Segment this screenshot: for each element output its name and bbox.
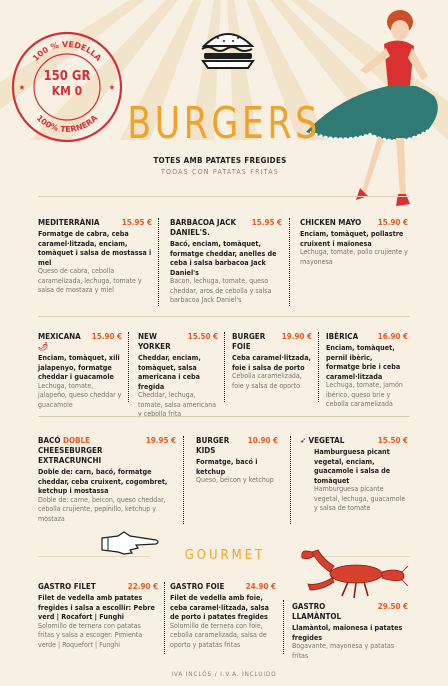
star-icon: ★ — [108, 83, 116, 92]
item-name: BURGER FOIE — [232, 332, 266, 351]
menu-item-gastro-llamantol — [292, 602, 408, 661]
item-price: 22.90 € — [127, 582, 158, 591]
item-description: Doble de: carn, bacó, formatge cheddar, ceba cruixent, cogombret, ketchup i mostassa — [38, 467, 168, 496]
dotted-divider — [164, 582, 165, 654]
item-description: Cheddar, enciam, tomàquet, salsa americana i ceba fregida — [138, 353, 201, 391]
menu-item-chicken-mayo — [300, 218, 408, 267]
item-name: BARBACOA JACK DANIEL'S. — [170, 218, 237, 237]
item-name: CHICKEN MAYO — [300, 218, 362, 227]
stamp-bottom-text: 100% TERNERA — [34, 113, 100, 135]
item-description: Formatge de cabra, ceba caramel·litzada, enciam, tomàquet i salsa de mostassa i mel — [38, 229, 152, 267]
item-description-es: Cheddar, lechuga, tomate, salsa americana y cebolla frita — [138, 391, 217, 419]
item-name: GASTRO FOIE — [170, 582, 225, 591]
menu-item-iberica — [326, 332, 408, 410]
item-price: 29.50 € — [377, 602, 408, 611]
item-name: BURGER KIDS — [196, 436, 230, 455]
stamp-amount: 150 GR — [43, 69, 91, 84]
item-price: 19.90 € — [281, 332, 312, 341]
item-name: GASTRO FILET — [38, 582, 96, 591]
item-description-es: Lechuga, tomate, pollo crujiente y mayonesa — [300, 248, 408, 266]
item-description: Filet de vedella amb patates fregides i salsa a escollir: Pebre verd | Rocafort | Funghi — [38, 593, 155, 622]
menu-item-doble-cheeseburger — [38, 436, 176, 524]
item-description: Enciam, tomàquet, pollastre cruixent i maionesa — [300, 229, 404, 248]
item-price: 15.95 € — [251, 218, 282, 227]
svg-text:100 % VEDELLA — [31, 40, 104, 64]
stamp-unit: KM 0 — [51, 84, 83, 98]
menu-subtitle: TOTES AMB PATATES FREGIDES — [153, 156, 287, 165]
menu-item-gastro-filet — [38, 582, 158, 650]
item-name: IBÈRICA — [326, 332, 359, 341]
item-description: Ceba caramel·litzada, foie i salsa de porto — [232, 353, 312, 372]
item-description: Filet de vedella amb foie, ceba caramel·litzada, salsa de porto i patates fregides — [170, 593, 269, 622]
star-icon: ★ — [18, 83, 26, 92]
chili-icon: 🌶 — [38, 342, 49, 351]
item-description-es: Queso de cabra, cebolla caramelizada, lechuga, tomate y salsa de mostaza y miel — [38, 267, 142, 295]
tax-note: IVA INCLÒS / I.V.A. INCLUIDO — [171, 670, 277, 678]
item-name: MEDITERRÀNIA — [38, 218, 100, 227]
item-description: Enciam, tomàquet, xili jalapenyo, formatge cheddar i guacamole — [38, 353, 120, 382]
item-description-es: Bacon, lechuga, tomate, queso cheddar, aros de cebolla y salsa barbacoa Jack Daniel's — [170, 277, 272, 305]
item-name-prefix: BACÓ — [38, 436, 63, 445]
item-price: 15.50 € — [187, 332, 218, 341]
item-price: 10.90 € — [247, 436, 278, 445]
item-description-es: Solomillo de ternera con foie, cebolla caramelizada, salsa de oporto y patatas fritas — [170, 621, 267, 649]
dotted-divider — [224, 332, 225, 402]
item-description-es: Lechuga, tomate, jamón ibérico, queso brie y cebolla caramelizada — [326, 381, 403, 409]
dotted-divider — [128, 332, 129, 402]
dotted-divider — [158, 218, 159, 306]
section-title-gourmet: GOURMET — [184, 548, 266, 563]
item-description-es: Queso, beicon y ketchup — [196, 476, 274, 485]
item-name: VEGETAL — [308, 436, 345, 445]
item-description-es: Hamburguesa picante vegetal, lechuga, guacamole y salsa de tomate — [314, 485, 406, 513]
item-name-suffix: CHEESEBURGER — [38, 446, 103, 455]
menu-item-vegetal — [300, 436, 408, 514]
dotted-divider — [290, 436, 291, 524]
item-description-es: Lechuga, tomate, jalapeño, queso cheddar y guacamole — [38, 381, 122, 409]
menu-item-burger-foie — [232, 332, 312, 391]
menu-item-mediterrania — [38, 218, 152, 296]
item-price: 24.90 € — [245, 582, 276, 591]
item-description-es: Cebolla caramelizada, foie y salsa de oporto — [232, 372, 302, 390]
item-name-line2: EXTRACRUNCHI — [38, 456, 102, 465]
menu-item-gastro-foie — [170, 582, 276, 650]
item-name: GASTRO LLAMÀNTOL — [292, 602, 342, 621]
item-description: Enciam, tomàquet, pernil ibèric, formatge brie i ceba caramel·litzada — [326, 343, 401, 381]
divider — [38, 316, 410, 317]
leaf-icon: ➶ — [300, 436, 307, 445]
item-price: 15.90 € — [91, 332, 122, 341]
menu-subtitle-es: TODAS CON PATATAS FRITAS — [161, 168, 279, 176]
dotted-divider — [318, 332, 319, 402]
item-description-es: Bogavante, mayonesa y patatas fritas — [292, 642, 395, 660]
menu-item-new-yorker — [138, 332, 218, 420]
item-price: 19.95 € — [145, 436, 176, 445]
menu-item-burger-kids — [196, 436, 278, 486]
item-name: NEW YORKER — [138, 332, 171, 351]
item-description: Llamàntol, maionesa i patates fregides — [292, 623, 403, 642]
item-description: Bacó, enciam, tomàquet, formatge cheddar, anelles de ceba i salsa barbacoa Jack Daniel's — [170, 239, 277, 277]
dotted-divider — [283, 600, 284, 654]
item-name-highlight: DOBLE — [62, 436, 91, 445]
menu-item-jack-daniels — [170, 218, 282, 306]
item-description-es: Solomillo de ternera con patatas fritas y salsa a escoger: Pimienta verde | Roquefort | Funghi — [38, 621, 143, 649]
item-name: MEXICANA — [38, 332, 81, 341]
burger-logo-icon — [196, 24, 260, 74]
item-description: Hamburguesa picant vegetal, enciam, guacamole i salsa de tomàquet — [314, 447, 391, 485]
divider — [38, 556, 150, 557]
dotted-divider — [183, 436, 184, 524]
item-price: 15.50 € — [377, 436, 408, 445]
divider — [38, 416, 410, 417]
item-price: 15.90 € — [377, 218, 408, 227]
item-price: 16.90 € — [377, 332, 408, 341]
menu-title: BURGERS — [127, 98, 321, 149]
item-description-es: Doble de: carne, beicon, queso cheddar, cebolla crujiente, pepinillo, ketchup y mostaza — [38, 495, 166, 523]
dotted-divider — [289, 218, 290, 306]
stamp-top-text: 100 % VEDELLA — [30, 39, 104, 63]
menu-item-mexicana — [38, 332, 122, 410]
item-price: 15.95 € — [121, 218, 152, 227]
divider — [38, 196, 410, 197]
item-description: Formatge, bacó i ketchup — [196, 457, 258, 476]
